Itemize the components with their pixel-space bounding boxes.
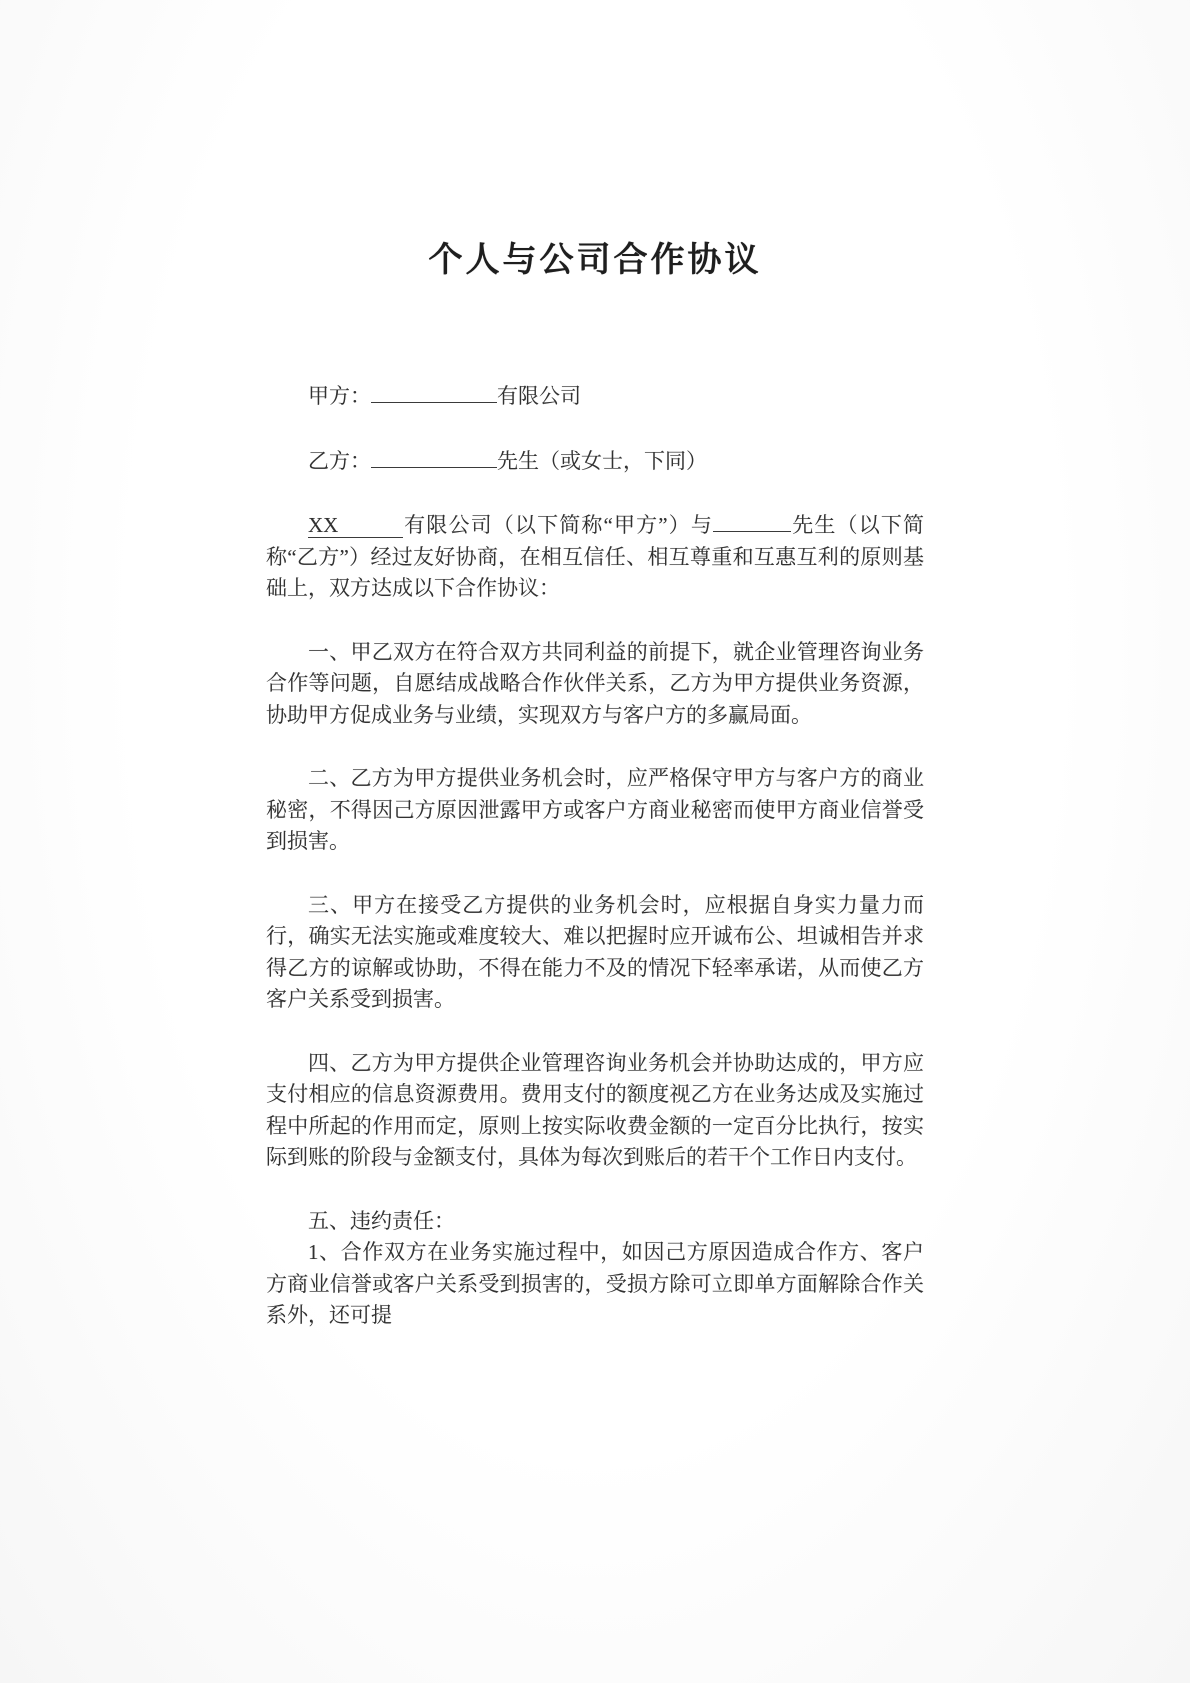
clause-5-heading: 五、违约责任：	[308, 1208, 455, 1233]
clause-1: 一、甲乙双方在符合双方共同利益的前提下，就企业管理咨询业务合作等问题，自愿结成战略合作伙伴关系，乙方为甲方提供业务资源，协助甲方促成业务与业绩，实现双方与客户方的多赢局面。	[266, 639, 924, 727]
clause-5-item-1: 1、合作双方在业务实施过程中，如因己方原因造成合作方、客户方商业信誉或客户关系受到损害的，受损方除可立即单方面解除合作关系外，还可提	[266, 1240, 924, 1328]
document-title: 个人与公司合作协议	[428, 242, 762, 279]
company-name-blank-field	[308, 515, 403, 538]
clause-2: 二、乙方为甲方提供业务机会时，应严格保守甲方与客户方的商业秘密，不得因己方原因泄露甲方或客户方商业秘密而使甲方商业信誉受到损害。	[266, 766, 924, 854]
intro-segment-2: 先生（以下简称“乙方”）经过友好协商，在相互信任、相互尊重和互惠互利的原则基础上，双方达成以下合作协议：	[266, 513, 925, 601]
party-b-blank-field	[371, 445, 497, 468]
clause-4: 四、乙方为甲方提供企业管理咨询业务机会并协助达成的，甲方应支付相应的信息资源费用。费用支付的额度视乙方在业务达成及实施过程中所起的作用而定，原则上按实际收费金额的一定百分比执行，按实际到账的阶段与金额支付，具体为每次到账后的若干个工作日内支付。	[266, 1050, 924, 1170]
clause-3: 三、甲方在接受乙方提供的业务机会时，应根据自身实力量力而行，确实无法实施或难度较大、难以把握时应开诚布公、坦诚相告并求得乙方的谅解或协助，不得在能力不及的情况下轻率承诺，从而使乙方客户关系受到损害。	[266, 892, 924, 1012]
contract-document	[266, 0, 924, 1332]
party-b-label: 乙方：	[308, 448, 371, 473]
party-a-suffix: 有限公司	[497, 384, 581, 409]
company-name-placeholder: XX	[308, 513, 339, 538]
party-a-line	[266, 380, 924, 413]
party-b-line	[266, 445, 924, 478]
party-a-label: 甲方：	[308, 384, 371, 409]
party-a-blank-field	[371, 380, 497, 403]
person-name-blank-field	[713, 509, 791, 532]
intro-paragraph	[266, 509, 924, 605]
party-b-suffix: 先生（或女士，下同）	[497, 448, 707, 473]
intro-segment-1: 有限公司（以下简称“甲方”）与	[403, 513, 714, 538]
